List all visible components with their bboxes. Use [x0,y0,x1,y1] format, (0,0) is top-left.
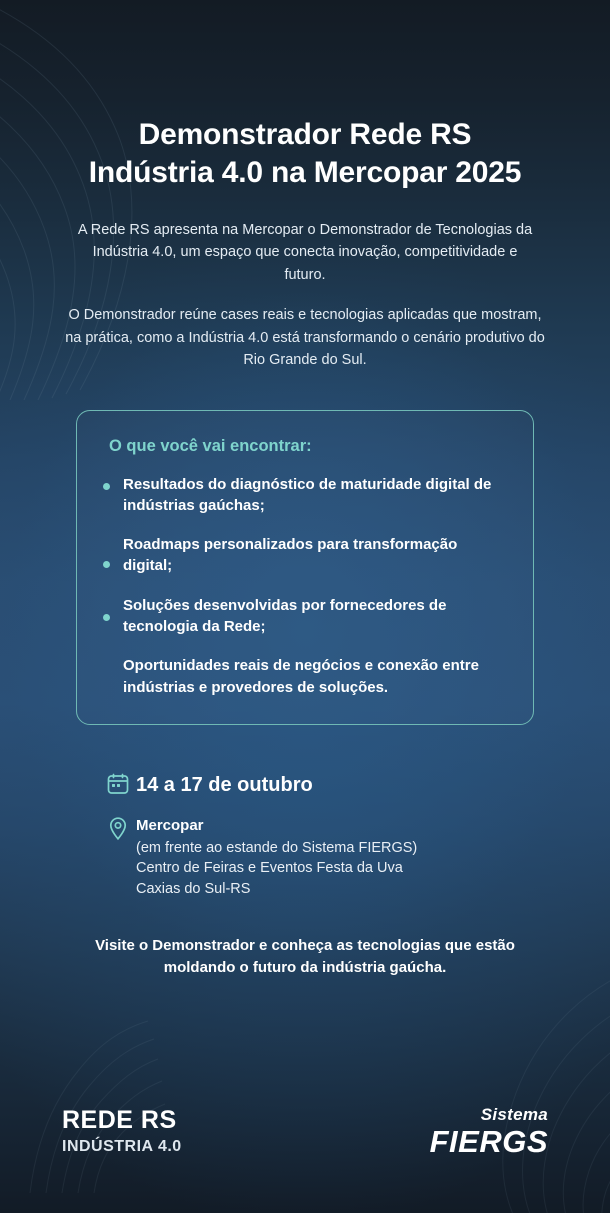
list-item [101,534,507,577]
logo-fiergs-line-1: Sistema [480,1105,548,1124]
logo-rede-rs-line-1: REDE RS [62,1106,177,1134]
highlights-card [76,410,534,725]
list-item-label: Resultados do diagnóstico de maturidade digital de indústrias gaúchas; [123,475,492,514]
logo-rede-rs-line-2: INDÚSTRIA 4.0 [62,1138,182,1155]
call-to-action: Visite o Demonstrador e conheça as tecnologias que estão moldando o futuro da indústria gaúcha. [95,936,515,977]
title-line-2: Indústria 4.0 na Mercopar 2025 [88,156,522,190]
venue-name: Mercopar [136,816,204,834]
highlights-card-title: O que você vai encontrar: [109,436,312,455]
venue-detail-3: Caxias do Sul-RS [136,880,251,897]
list-item [101,655,507,698]
list-item-label: Oportunidades reais de negócios e conexão entre indústrias e provedores de soluções. [123,657,479,696]
bullet-dot-icon [103,483,110,490]
venue-detail-1: (em frente ao estande do Sistema FIERGS) [136,839,418,856]
venue-detail-2: Centro de Feiras e Eventos Festa da Uva [136,860,403,877]
event-date-row [106,771,570,797]
highlights-list [101,474,507,698]
list-item [101,595,507,638]
page-title [40,0,570,193]
list-item-label: Soluções desenvolvidas por fornecedores de tecnologia da Rede; [123,596,447,636]
calendar-icon [106,772,136,796]
list-item [101,474,507,517]
title-line-1: Demonstrador Rede RS [138,118,472,151]
event-location [136,815,417,899]
intro-paragraph-1: A Rede RS apresenta na Mercopar o Demonstrador de Tecnologias da Indústria 4.0, um espaço que conecta inovação, competitividade e futuro. [77,221,533,283]
logo-fiergs-line-2: FIERGS [429,1124,548,1159]
event-info [106,771,570,899]
map-pin-icon [106,816,136,842]
list-item-label: Roadmaps personalizados para transformação digital; [123,536,458,575]
bullet-dot-icon [103,614,110,621]
bullet-dot-icon [103,561,110,568]
event-location-row [106,815,570,899]
event-date: 14 a 17 de outubro [136,773,313,796]
intro-paragraph-2: O Demonstrador reúne cases reais e tecnologias aplicadas que mostram, na prática, como a Indústria 4.0 está transformando o cenário produtivo do Rio Grande do Sul. [65,307,545,369]
